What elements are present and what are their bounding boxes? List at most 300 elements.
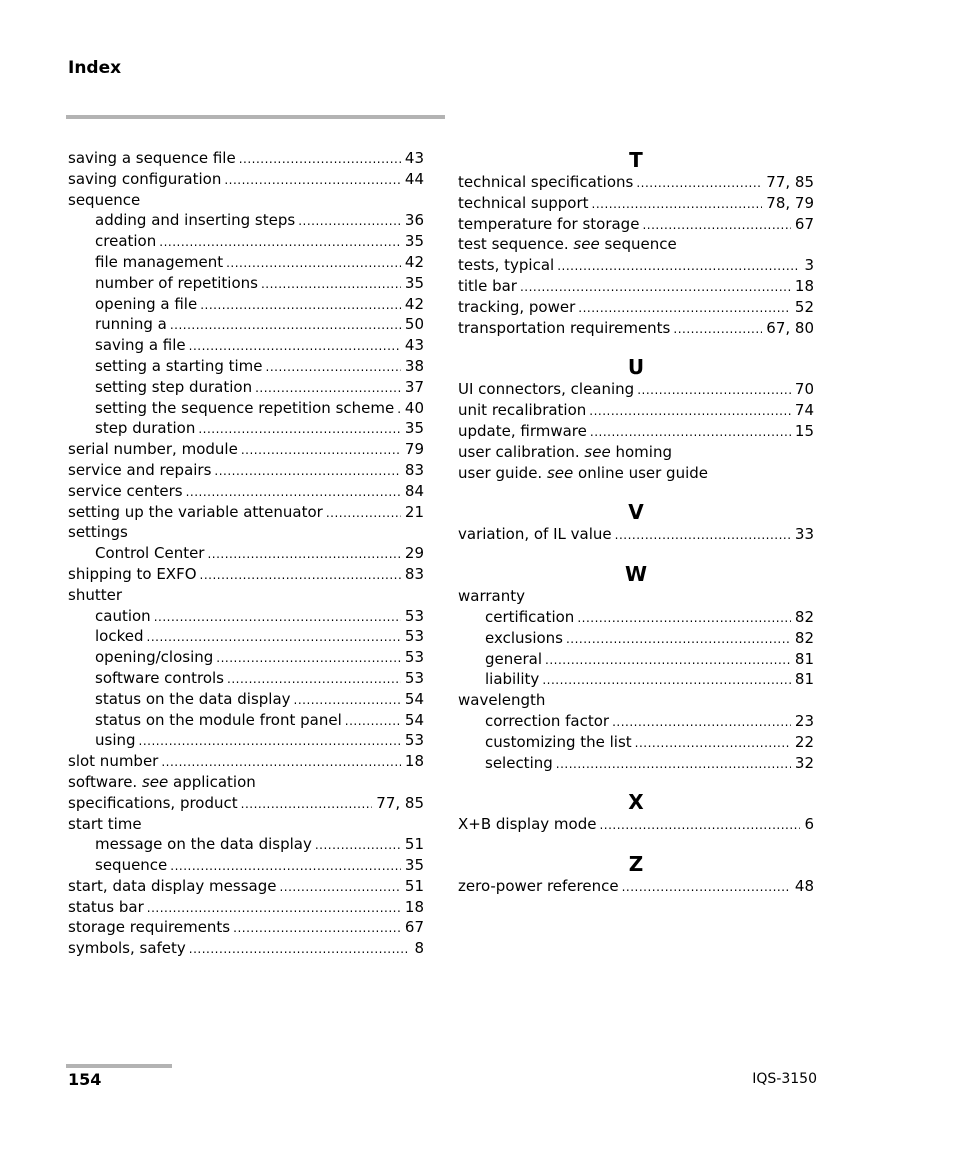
index-term-text: X+B display mode bbox=[458, 815, 597, 834]
dot-leader bbox=[636, 173, 762, 194]
dot-leader bbox=[279, 877, 400, 898]
index-term-text: setting up the variable attenuator bbox=[68, 502, 323, 521]
index-term bbox=[68, 917, 230, 938]
index-subentry bbox=[68, 314, 424, 335]
index-term bbox=[95, 356, 263, 377]
index-entry bbox=[68, 585, 424, 606]
index-term bbox=[68, 772, 256, 793]
index-term bbox=[95, 543, 204, 564]
page-reference: 42 bbox=[404, 252, 424, 271]
index-entry bbox=[68, 772, 424, 793]
index-term bbox=[458, 400, 586, 421]
index-term bbox=[95, 252, 223, 273]
page-reference: 52 bbox=[794, 297, 814, 316]
index-term-text: opening/closing bbox=[95, 648, 214, 667]
page-reference: 50 bbox=[404, 315, 424, 334]
index-entry bbox=[458, 876, 814, 897]
index-term-text: service and repairs bbox=[68, 460, 212, 479]
dot-leader bbox=[326, 503, 401, 524]
index-subentry bbox=[68, 834, 424, 855]
dot-leader bbox=[189, 336, 401, 357]
dot-leader bbox=[642, 215, 790, 236]
dot-leader bbox=[154, 607, 401, 628]
page-reference: 48 bbox=[794, 877, 814, 896]
index-subentry bbox=[68, 855, 424, 876]
index-term bbox=[68, 190, 140, 211]
index-term-text: status on the module front panel bbox=[95, 710, 342, 729]
index-term bbox=[95, 418, 195, 439]
dot-leader bbox=[592, 194, 763, 215]
page-reference: 23 bbox=[794, 711, 814, 730]
dot-leader bbox=[139, 731, 401, 752]
index-subentry bbox=[68, 252, 424, 273]
index-subentry bbox=[458, 711, 814, 732]
index-term bbox=[68, 439, 238, 460]
dot-leader bbox=[557, 256, 800, 277]
page-reference: 43 bbox=[404, 336, 424, 355]
page-reference: 3 bbox=[804, 256, 814, 275]
index-subentry bbox=[68, 689, 424, 710]
index-term-text: technical specifications bbox=[458, 173, 634, 191]
index-entry bbox=[458, 524, 814, 545]
dot-leader bbox=[266, 357, 401, 378]
index-term-text: settings bbox=[68, 523, 128, 542]
section-letter-heading: U bbox=[627, 355, 645, 380]
index-letter-section bbox=[458, 500, 814, 545]
page-reference: 67 bbox=[794, 214, 814, 233]
index-term bbox=[68, 751, 158, 772]
index-term-text: warranty bbox=[458, 587, 525, 606]
index-term bbox=[458, 690, 545, 711]
index-term-text: locked bbox=[95, 627, 144, 646]
section-letter-heading: Z bbox=[628, 852, 644, 877]
dot-leader bbox=[241, 794, 373, 815]
index-term-text: symbols, safety bbox=[68, 939, 186, 958]
index-term bbox=[458, 442, 672, 463]
index-term bbox=[95, 335, 186, 356]
index-entry bbox=[68, 460, 424, 481]
index-entry bbox=[68, 897, 424, 918]
dot-leader bbox=[159, 232, 401, 253]
index-term-text: saving a file bbox=[95, 336, 186, 355]
index-subentry bbox=[458, 649, 814, 670]
index-term-text: start time bbox=[68, 814, 142, 833]
index-term bbox=[458, 524, 612, 545]
page-reference: 6 bbox=[804, 815, 814, 834]
index-term-text: number of repetitions bbox=[95, 273, 258, 292]
index-entry bbox=[68, 876, 424, 897]
index-term-text: using bbox=[95, 731, 136, 750]
page-reference: 44 bbox=[404, 169, 424, 188]
index-letter-section bbox=[458, 355, 814, 483]
index-entry bbox=[458, 297, 814, 318]
page-reference: 51 bbox=[404, 835, 424, 854]
dot-leader bbox=[556, 754, 791, 775]
index-term-text: serial number, module bbox=[68, 440, 238, 459]
index-entry bbox=[458, 255, 814, 276]
dot-leader bbox=[226, 253, 401, 274]
index-term-text: setting a starting time bbox=[95, 356, 263, 375]
dot-leader bbox=[170, 315, 401, 336]
page-reference: 15 bbox=[794, 421, 814, 440]
index-term-text: status bar bbox=[68, 897, 144, 916]
index-subentry bbox=[68, 335, 424, 356]
page-reference: 53 bbox=[404, 606, 424, 625]
index-term bbox=[68, 148, 236, 169]
page-reference: 70 bbox=[794, 380, 814, 399]
index-term-text: general bbox=[485, 649, 543, 668]
page-reference: 54 bbox=[404, 710, 424, 729]
section-letter-heading: T bbox=[629, 148, 643, 172]
page-reference: 32 bbox=[794, 753, 814, 772]
dot-leader bbox=[161, 752, 401, 773]
index-term-text: caution bbox=[95, 606, 151, 625]
index-term-text: variation, of IL value bbox=[458, 525, 612, 544]
index-term-text: exclusions bbox=[485, 628, 563, 647]
index-subentry bbox=[458, 753, 814, 774]
page-reference: 83 bbox=[404, 460, 424, 479]
index-term bbox=[68, 481, 183, 502]
page-reference: 78, 79 bbox=[766, 193, 814, 212]
index-term-text: update, firmware bbox=[458, 421, 587, 440]
index-term bbox=[458, 814, 596, 835]
index-subentry bbox=[68, 730, 424, 751]
index-entry bbox=[68, 148, 424, 169]
index-term-text: shutter bbox=[68, 585, 122, 604]
index-term bbox=[95, 647, 213, 668]
index-term-text: sequence bbox=[95, 856, 168, 875]
index-term-text: opening a file bbox=[95, 294, 198, 313]
index-term-text: start, data display message bbox=[68, 876, 277, 895]
index-entry bbox=[458, 193, 814, 214]
index-term bbox=[95, 210, 295, 231]
page-reference: 42 bbox=[404, 294, 424, 313]
index-term-text: service centers bbox=[68, 481, 183, 500]
see-reference-target: homing bbox=[615, 442, 672, 461]
index-term bbox=[485, 732, 632, 753]
index-entry bbox=[458, 379, 814, 400]
see-reference-label: see bbox=[573, 235, 600, 254]
page-reference: 37 bbox=[404, 377, 424, 396]
index-term-text: technical support bbox=[458, 193, 589, 212]
page-reference: 81 bbox=[794, 670, 814, 689]
section-letter-heading: W bbox=[624, 562, 648, 587]
dot-leader bbox=[233, 918, 401, 939]
page-reference: 18 bbox=[404, 897, 424, 916]
index-term-text: transportation requirements bbox=[458, 318, 671, 337]
index-subentry bbox=[458, 628, 814, 649]
index-term bbox=[95, 273, 258, 294]
index-entry bbox=[458, 690, 814, 711]
index-subentry bbox=[68, 543, 424, 564]
dot-leader bbox=[239, 149, 401, 170]
index-term bbox=[458, 234, 677, 255]
index-term-text: selecting bbox=[485, 753, 553, 772]
index-term-text: unit recalibration bbox=[458, 401, 587, 420]
page-reference: 84 bbox=[404, 481, 424, 500]
see-reference-label: see bbox=[584, 442, 611, 461]
index-term bbox=[458, 214, 639, 235]
index-term-text: zero-power reference bbox=[458, 877, 619, 896]
page-header-title: Index bbox=[68, 58, 122, 78]
dot-leader bbox=[224, 170, 401, 191]
index-entry bbox=[458, 318, 814, 339]
index-term bbox=[458, 876, 619, 897]
index-column-left bbox=[68, 148, 424, 959]
index-term bbox=[485, 649, 542, 670]
page-reference: 53 bbox=[404, 648, 424, 667]
index-entry bbox=[458, 463, 814, 484]
index-term-text: message on the data display bbox=[95, 835, 312, 854]
dot-leader bbox=[673, 319, 762, 340]
index-term-text: adding and inserting steps bbox=[95, 211, 296, 230]
page-reference: 67 bbox=[404, 918, 424, 937]
index-term bbox=[68, 793, 238, 814]
index-term-text: running a bbox=[95, 315, 167, 334]
index-term-text: saving configuration bbox=[68, 169, 222, 188]
index-term-text: correction factor bbox=[485, 711, 610, 730]
index-term-text: test sequence. bbox=[458, 235, 569, 254]
index-term-text: user calibration. bbox=[458, 442, 580, 461]
index-term-text: specifications, product bbox=[68, 793, 238, 812]
index-term bbox=[458, 297, 575, 318]
page-reference: 54 bbox=[404, 689, 424, 708]
index-subentry bbox=[68, 356, 424, 377]
page-reference: 22 bbox=[794, 732, 814, 751]
index-term bbox=[95, 834, 312, 855]
section-letter-heading: V bbox=[628, 500, 644, 525]
index-subentry bbox=[68, 606, 424, 627]
index-term bbox=[458, 276, 517, 297]
index-term bbox=[95, 689, 291, 710]
page-reference: 29 bbox=[404, 544, 424, 563]
index-entry bbox=[458, 276, 814, 297]
page-reference: 38 bbox=[404, 356, 424, 375]
index-entry bbox=[458, 400, 814, 421]
see-reference-label: see bbox=[546, 463, 574, 482]
index-term bbox=[68, 814, 142, 835]
index-term-text: step duration bbox=[95, 419, 196, 438]
index-term bbox=[485, 628, 563, 649]
footer-rule bbox=[66, 1064, 172, 1068]
index-term bbox=[485, 607, 574, 628]
index-term bbox=[68, 564, 197, 585]
dot-leader bbox=[315, 835, 401, 856]
index-term-text: file management bbox=[95, 252, 224, 271]
section-letter-heading: X bbox=[628, 790, 644, 815]
index-entry bbox=[458, 421, 814, 442]
see-reference-target: application bbox=[173, 772, 256, 791]
dot-leader bbox=[612, 712, 791, 733]
page-number: 154 bbox=[68, 1070, 102, 1089]
index-term bbox=[458, 318, 670, 339]
dot-leader bbox=[200, 295, 401, 316]
index-term bbox=[458, 193, 589, 214]
index-term-text: setting step duration bbox=[95, 377, 253, 396]
index-term-text: title bar bbox=[458, 276, 517, 295]
dot-leader bbox=[241, 440, 401, 461]
index-subentry bbox=[458, 669, 814, 690]
index-term bbox=[458, 172, 633, 193]
page-reference: 35 bbox=[404, 419, 424, 438]
index-term bbox=[458, 586, 525, 607]
index-term-text: user guide. bbox=[458, 463, 543, 482]
index-term-text: software controls bbox=[95, 668, 224, 687]
page-reference: 18 bbox=[404, 752, 424, 771]
index-term-text: UI connectors, cleaning bbox=[458, 380, 635, 399]
dot-leader bbox=[255, 378, 401, 399]
page-reference: 21 bbox=[404, 502, 424, 521]
dot-leader bbox=[622, 877, 791, 898]
page-reference: 79 bbox=[404, 440, 424, 459]
page-reference: 35 bbox=[404, 232, 424, 251]
product-name: IQS-3150 bbox=[752, 1071, 817, 1087]
page-reference: 8 bbox=[414, 939, 424, 958]
index-letter-section bbox=[458, 852, 814, 897]
index-entry bbox=[68, 502, 424, 523]
dot-leader bbox=[545, 650, 791, 671]
page-reference: 77, 85 bbox=[766, 173, 814, 191]
index-term-text: setting the sequence repetition scheme bbox=[95, 398, 395, 417]
index-entry bbox=[458, 172, 814, 193]
index-term bbox=[68, 938, 186, 959]
index-term bbox=[95, 626, 144, 647]
index-term bbox=[68, 876, 276, 897]
page-reference: 83 bbox=[404, 564, 424, 583]
index-subentry bbox=[68, 294, 424, 315]
dot-leader bbox=[615, 525, 791, 546]
page-reference: 35 bbox=[404, 856, 424, 875]
index-term-text: status on the data display bbox=[95, 689, 291, 708]
dot-leader bbox=[147, 627, 401, 648]
index-entry bbox=[68, 439, 424, 460]
index-term bbox=[458, 421, 587, 442]
index-entry bbox=[458, 214, 814, 235]
index-entry bbox=[68, 190, 424, 211]
index-entry bbox=[68, 481, 424, 502]
index-subentry bbox=[458, 607, 814, 628]
page-reference: 40 bbox=[404, 398, 424, 417]
page-reference: 35 bbox=[404, 273, 424, 292]
dot-leader bbox=[520, 277, 791, 298]
page-reference: 53 bbox=[404, 668, 424, 687]
index-term bbox=[95, 606, 151, 627]
index-term bbox=[68, 897, 144, 918]
index-subentry bbox=[68, 647, 424, 668]
index-subentry bbox=[68, 418, 424, 439]
index-term bbox=[68, 585, 122, 606]
index-entry bbox=[458, 586, 814, 607]
index-term-text: wavelength bbox=[458, 691, 546, 710]
dot-leader bbox=[635, 733, 791, 754]
see-reference-label: see bbox=[141, 772, 169, 791]
dot-leader bbox=[298, 211, 401, 232]
index-subentry bbox=[68, 710, 424, 731]
index-term bbox=[95, 668, 224, 689]
dot-leader bbox=[637, 380, 791, 401]
page-reference: 18 bbox=[794, 276, 814, 295]
dot-leader bbox=[397, 399, 401, 420]
index-term-text: temperature for storage bbox=[458, 214, 640, 233]
dot-leader bbox=[147, 898, 401, 919]
index-term bbox=[68, 502, 323, 523]
index-term-text: creation bbox=[95, 232, 157, 251]
dot-leader bbox=[216, 648, 401, 669]
dot-leader bbox=[577, 608, 791, 629]
index-term bbox=[95, 294, 197, 315]
dot-leader bbox=[566, 629, 791, 650]
index-subentry bbox=[68, 210, 424, 231]
dot-leader bbox=[542, 670, 791, 691]
index-letter-section bbox=[458, 148, 814, 338]
index-subentry bbox=[68, 377, 424, 398]
dot-leader bbox=[294, 690, 401, 711]
dot-leader bbox=[261, 274, 401, 295]
dot-leader bbox=[170, 856, 401, 877]
index-subentry bbox=[68, 231, 424, 252]
index-term bbox=[95, 710, 342, 731]
page-reference: 33 bbox=[794, 525, 814, 544]
index-entry bbox=[68, 814, 424, 835]
index-subentry bbox=[68, 273, 424, 294]
page-reference: 43 bbox=[404, 149, 424, 167]
dot-leader bbox=[599, 815, 800, 836]
index-term-text: tracking, power bbox=[458, 297, 576, 316]
index-term-text: shipping to EXFO bbox=[68, 564, 197, 583]
index-term bbox=[485, 669, 539, 690]
index-entry bbox=[68, 917, 424, 938]
index-term bbox=[95, 231, 156, 252]
index-term-text: Control Center bbox=[95, 544, 205, 563]
index-term bbox=[458, 463, 708, 484]
index-term bbox=[95, 730, 136, 751]
index-subentry bbox=[68, 668, 424, 689]
page-reference: 81 bbox=[794, 649, 814, 668]
index-term bbox=[485, 711, 609, 732]
index-entry bbox=[458, 442, 814, 463]
page-reference: 51 bbox=[404, 876, 424, 895]
index-term bbox=[95, 398, 394, 419]
dot-leader bbox=[578, 298, 791, 319]
index-entry bbox=[458, 814, 814, 835]
index-entry bbox=[68, 564, 424, 585]
index-entry bbox=[458, 234, 814, 255]
page-reference: 74 bbox=[794, 401, 814, 420]
index-term-text: tests, typical bbox=[458, 256, 555, 275]
dot-leader bbox=[214, 461, 400, 482]
page-reference: 53 bbox=[404, 627, 424, 646]
index-term bbox=[95, 314, 167, 335]
index-term-text: customizing the list bbox=[485, 732, 632, 751]
page-reference: 53 bbox=[404, 731, 424, 750]
index-term-text: saving a sequence file bbox=[68, 149, 236, 167]
index-entry bbox=[68, 751, 424, 772]
index-term bbox=[95, 377, 252, 398]
index-term-text: sequence bbox=[68, 190, 141, 209]
index-term bbox=[95, 855, 167, 876]
dot-leader bbox=[186, 482, 401, 503]
dot-leader bbox=[198, 419, 401, 440]
index-column-right bbox=[458, 148, 814, 914]
index-letter-section bbox=[458, 562, 814, 773]
dot-leader bbox=[227, 669, 401, 690]
index-subentry bbox=[68, 626, 424, 647]
index-term-text: slot number bbox=[68, 752, 159, 771]
index-subentry bbox=[68, 398, 424, 419]
page-reference: 67, 80 bbox=[766, 318, 814, 337]
index-entry bbox=[68, 793, 424, 814]
dot-leader bbox=[590, 422, 791, 443]
